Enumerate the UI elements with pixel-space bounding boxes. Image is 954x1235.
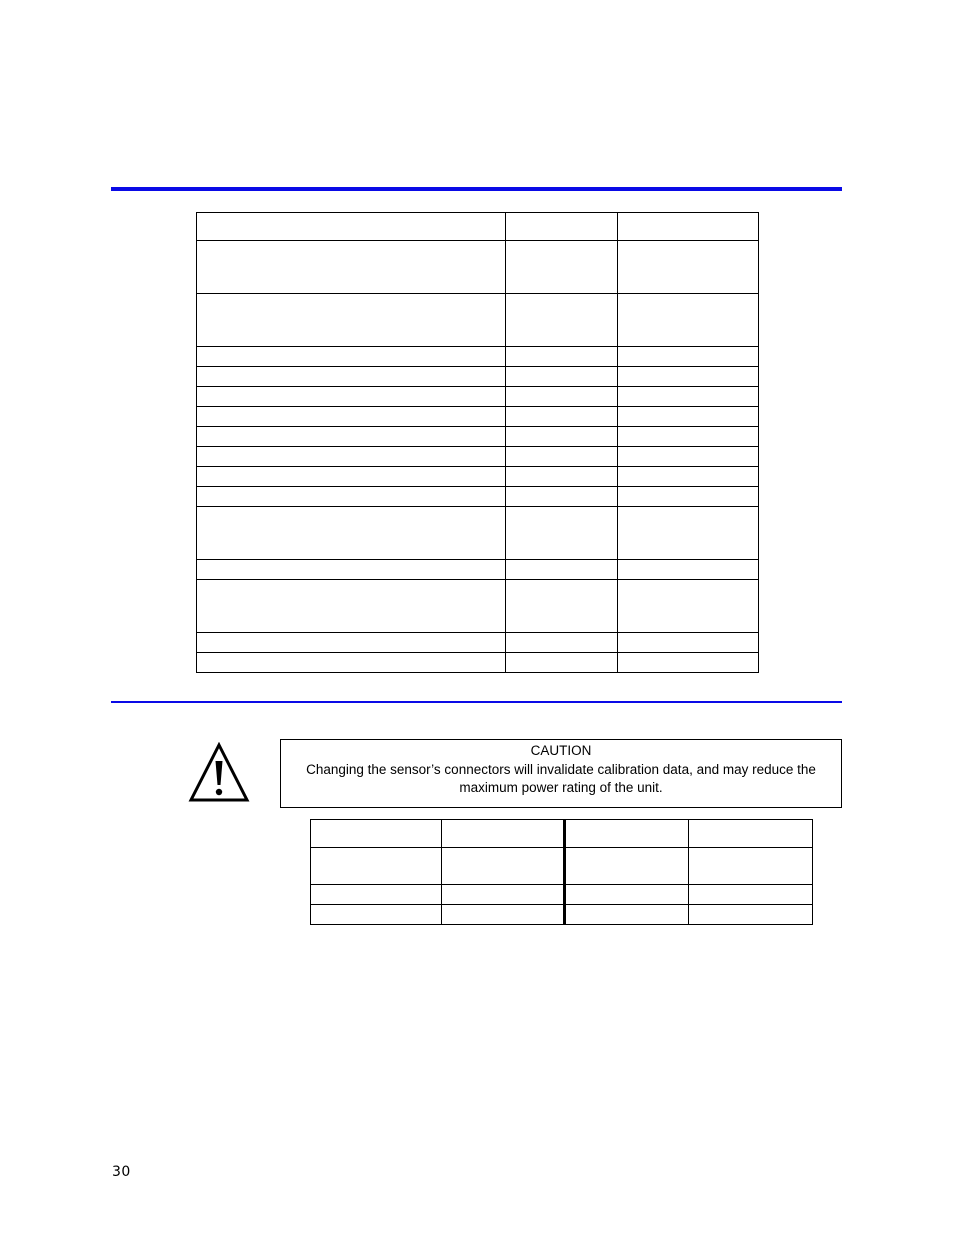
caution-title: CAUTION xyxy=(530,743,592,758)
table-row xyxy=(197,580,759,633)
caution-text-line-2: maximum power rating of the unit. xyxy=(459,780,663,795)
caution-text-line-1: Changing the sensor’s connectors will invalidate calibration data, and may reduce the xyxy=(306,761,816,777)
table-row xyxy=(197,213,759,241)
table-row xyxy=(197,367,759,387)
connector-table xyxy=(310,819,813,925)
table-row xyxy=(197,427,759,447)
table-row xyxy=(311,820,813,848)
caution-box xyxy=(280,739,842,808)
table-row xyxy=(197,507,759,560)
table-row xyxy=(197,241,759,294)
table-row xyxy=(197,407,759,427)
table-row xyxy=(197,294,759,347)
table-row xyxy=(197,387,759,407)
table-row xyxy=(197,467,759,487)
table-row xyxy=(197,653,759,673)
warning-triangle-icon xyxy=(188,742,250,802)
section-rule-middle xyxy=(111,701,842,703)
table-row xyxy=(311,905,813,925)
page-number: 30 xyxy=(112,1164,131,1180)
table-row xyxy=(311,848,813,885)
table-row xyxy=(311,885,813,905)
spec-table xyxy=(196,212,759,673)
section-rule-top xyxy=(111,187,842,191)
table-row xyxy=(197,560,759,580)
table-row xyxy=(197,347,759,367)
table-row xyxy=(197,487,759,507)
table-row xyxy=(197,633,759,653)
table-row xyxy=(197,447,759,467)
